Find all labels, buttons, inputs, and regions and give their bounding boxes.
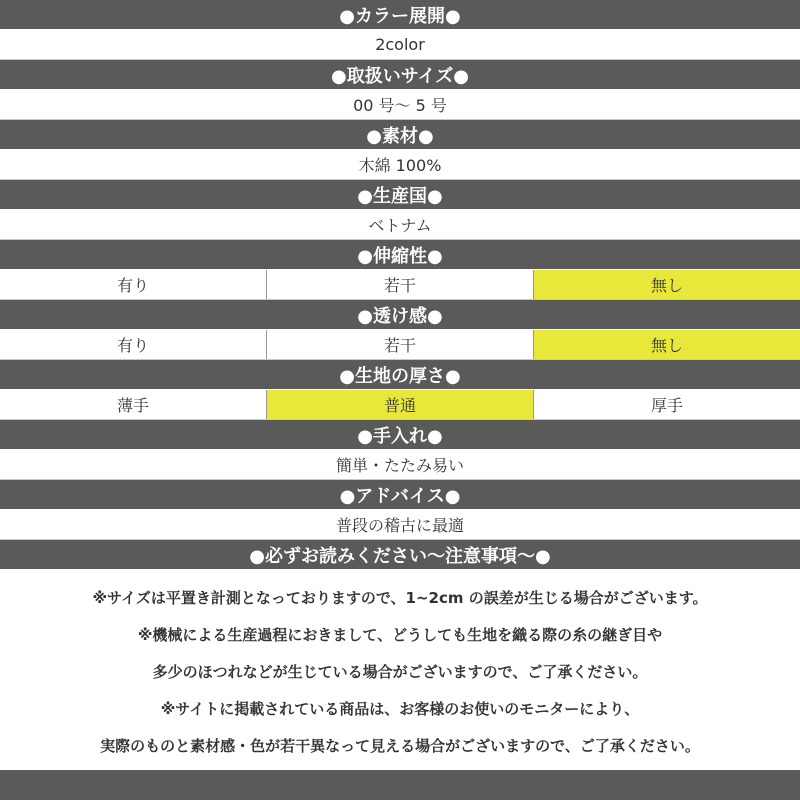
section-header-sheer: ●透け感● xyxy=(0,300,800,330)
stretch-option: 有り xyxy=(0,270,266,299)
sheer-option: 若干 xyxy=(266,330,533,359)
section-header-origin: ●生産国● xyxy=(0,180,800,210)
section-header-stretch: ●伸縮性● xyxy=(0,240,800,270)
note-line: ※機械による生産過程におきまして、どうしても生地を織る際の糸の継ぎ目や xyxy=(137,626,663,644)
thickness-options xyxy=(0,390,800,420)
note-line: 多少のほつれなどが生じている場合がございますので、ご了承ください。 xyxy=(152,663,648,681)
material-value: 木綿 100% xyxy=(0,150,800,180)
thickness-option: 薄手 xyxy=(0,390,266,419)
thickness-option: 厚手 xyxy=(533,390,800,419)
section-header-size: ●取扱いサイズ● xyxy=(0,60,800,90)
thickness-option: 普通 xyxy=(266,390,533,419)
advice-value: 普段の稽古に最適 xyxy=(0,510,800,540)
note-line: ※サイトに掲載されている商品は、お客様のお使いのモニターにより、 xyxy=(160,700,640,718)
section-header-advice: ●アドバイス● xyxy=(0,480,800,510)
stretch-option: 若干 xyxy=(266,270,533,299)
section-header-color: ●カラー展開● xyxy=(0,0,800,30)
note-line: ※サイズは平置き計測となっておりますので、1~2cm の誤差が生じる場合がございます。 xyxy=(92,589,708,607)
section-header-notes: ●必ずお読みください〜注意事項〜● xyxy=(0,540,800,570)
stretch-option: 無し xyxy=(533,270,800,299)
note-line: 実際のものと素材感・色が若干異なって見える場合がございますので、ご了承ください。 xyxy=(100,737,700,755)
notes-body xyxy=(0,570,800,760)
sheer-option: 有り xyxy=(0,330,266,359)
size-value: 00 号〜 5 号 xyxy=(0,90,800,120)
origin-value: ベトナム xyxy=(0,210,800,240)
section-header-thickness: ●生地の厚さ● xyxy=(0,360,800,390)
sheer-options xyxy=(0,330,800,360)
color-value: 2color xyxy=(0,30,800,60)
footer-bar xyxy=(0,770,800,800)
stretch-options xyxy=(0,270,800,300)
section-header-care: ●手入れ● xyxy=(0,420,800,450)
section-header-material: ●素材● xyxy=(0,120,800,150)
sheer-option: 無し xyxy=(533,330,800,359)
care-value: 簡単・たたみ易い xyxy=(0,450,800,480)
